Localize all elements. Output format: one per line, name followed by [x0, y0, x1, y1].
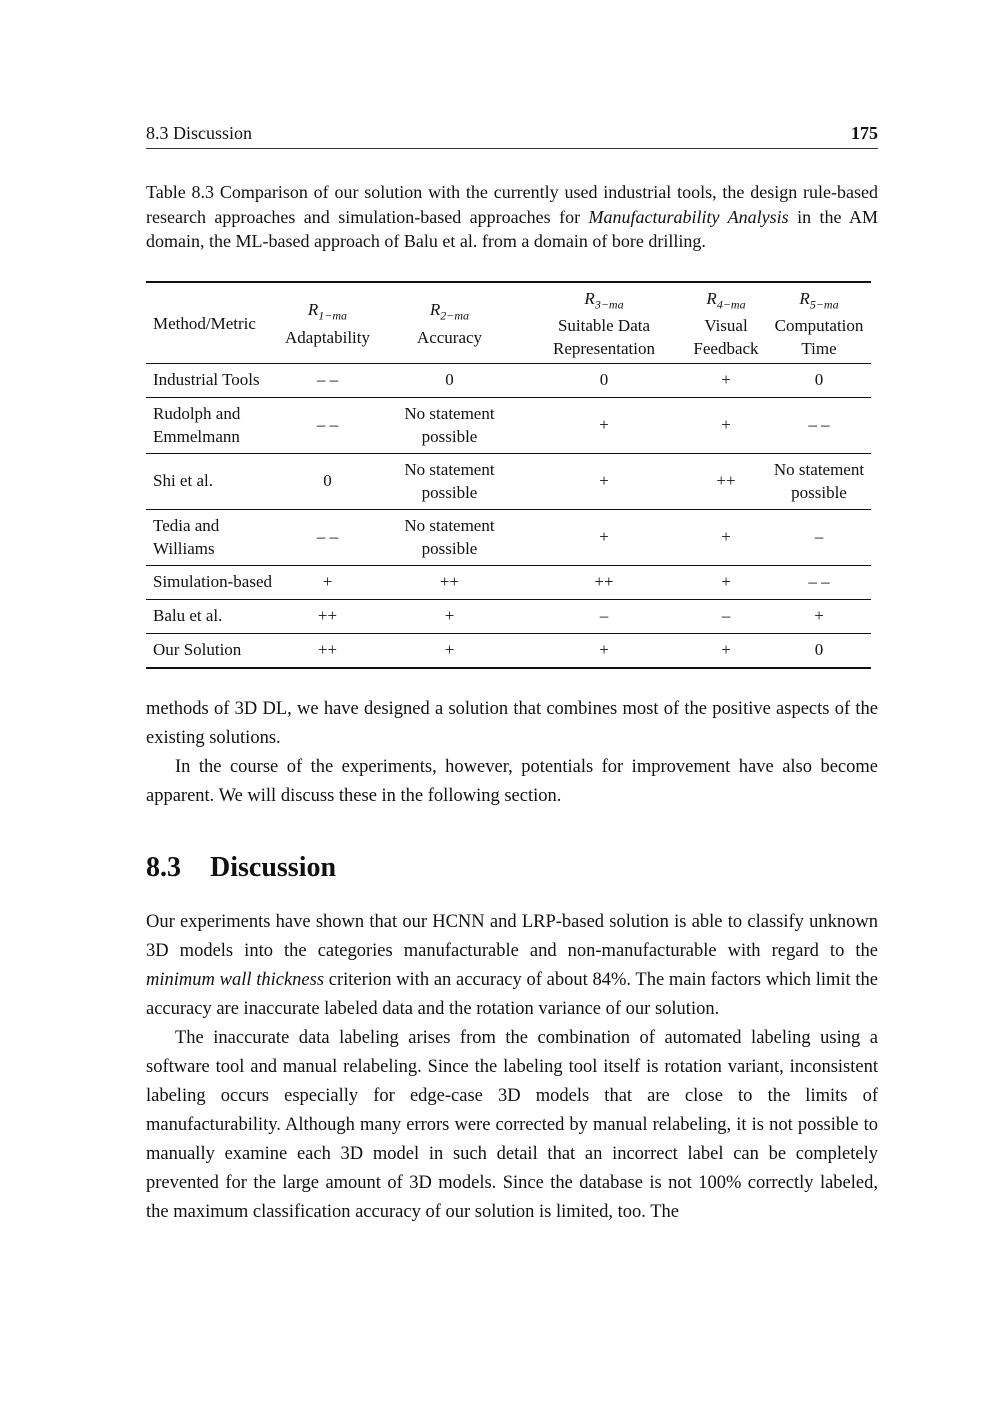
row-method: Balu et al. [153, 606, 223, 626]
cell: 0 [323, 471, 332, 491]
metric-symbol: $R_{4-ma}$ [706, 288, 746, 311]
row-method: Rudolph and Emmelmann [153, 404, 241, 446]
row-method: Industrial Tools [153, 370, 260, 390]
metric-name: Visual Feedback [693, 316, 759, 358]
header-metric-3 [523, 282, 685, 364]
cell: ++ [439, 572, 460, 592]
caption-italic: Manufacturability Analysis [588, 206, 789, 227]
paragraph: Our experiments have shown that our HCNN and LRP-based solution is able to classify unknown 3D models into the categories manufacturable and non-manufacturable with regard to the minimum wall thickness criterion with an accuracy of about 84%. The main factors which limit the accuracy are inaccurate labeled data and the rotation variance of our solution. [146, 912, 878, 1019]
cell: ++ [594, 572, 614, 592]
row-method: Simulation-based [153, 572, 272, 592]
cell: 0 [814, 640, 824, 660]
body-text-top [146, 695, 878, 811]
metric-name: Suitable Data Representation [553, 316, 655, 358]
running-header [146, 122, 878, 149]
paragraph: methods of 3D DL, we have designed a solution that combines most of the positive aspects of the existing solutions. [146, 699, 878, 748]
table-row [146, 600, 871, 634]
table-caption [146, 180, 878, 254]
cell: ++ [716, 471, 736, 491]
cell: No statement possible [773, 460, 865, 502]
table-row [146, 364, 871, 398]
cell: 0 [814, 370, 824, 390]
body-text-bottom [146, 908, 878, 1227]
cell: + [721, 370, 731, 390]
cell: No statement possible [404, 460, 495, 502]
metric-name: Accuracy [416, 327, 483, 347]
table-row [146, 454, 871, 510]
table-row [146, 634, 871, 669]
paragraph: In the course of the experiments, however, potentials for improvement have also become apparent. We will discuss these in the following section. [146, 757, 878, 806]
cell: + [814, 606, 824, 626]
cell: – – [316, 370, 339, 390]
cell: – [599, 606, 609, 626]
cell: + [444, 606, 455, 626]
cell: ++ [317, 640, 338, 660]
row-method: Our Solution [153, 640, 242, 660]
cell: 0 [445, 370, 454, 390]
section-title: Discussion [210, 852, 337, 883]
cell: + [322, 572, 333, 592]
cell: + [444, 640, 455, 660]
page-number: 175 [851, 123, 878, 143]
italic-term: minimum wall thickness [146, 970, 325, 990]
cell: + [599, 415, 609, 435]
row-method: Shi et al. [153, 471, 213, 491]
cell: + [599, 640, 609, 660]
cell: No statement possible [404, 404, 495, 446]
cell: – – [808, 415, 830, 435]
header-corner: Method/Metric [153, 313, 256, 333]
metric-symbol: $R_{1-ma}$ [307, 299, 348, 323]
row-method: Tedia and Williams [153, 516, 220, 558]
cell: + [599, 471, 609, 491]
header-metric-5 [767, 282, 871, 364]
metric-symbol: $R_{2-ma}$ [429, 299, 470, 323]
metric-name: Computation Time [774, 316, 864, 358]
caption-text-end: in the AM domain, the ML-based approach of Balu et al. from a domain of bore drilling. [146, 206, 878, 251]
table-row [146, 398, 871, 454]
header-metric-2 [376, 282, 523, 364]
header-metric-1 [279, 282, 376, 364]
cell: + [721, 527, 731, 547]
section-heading [146, 850, 336, 886]
paragraph: The inaccurate data labeling arises from the combination of automated labeling using a software tool and manual relabeling. Since the labeling tool itself is rotation variant, inconsistent labeling occurs especially for edge-case 3D models that are close to the limits of manufacturability. Although many errors were corrected by manual relabeling, it is not possible to manually examine each 3D model in such detail that an incorrect label can be completely prevented for the large amount of 3D models. Since the database is not 100% correctly labeled, the maximum classification accuracy of our solution is limited, too. The [146, 1028, 878, 1222]
cell: + [599, 527, 609, 547]
metric-name: Adaptability [285, 327, 370, 347]
cell: ++ [317, 606, 338, 626]
cell: – – [808, 572, 830, 592]
comparison-table [146, 281, 871, 669]
cell: – – [316, 415, 339, 435]
cell: – – [316, 527, 339, 547]
metric-symbol: $R_{3-ma}$ [584, 288, 624, 311]
caption-text: Table 8.3 Comparison of our solution with the currently used industrial tools, the design rule-based research approaches and simulation-based approaches for [146, 182, 878, 227]
table-row [146, 566, 871, 600]
section-number: 8.3 [146, 852, 181, 883]
table-row [146, 510, 871, 566]
cell: 0 [599, 370, 609, 390]
cell: – [814, 527, 824, 547]
metric-symbol: $R_{5-ma}$ [799, 288, 839, 311]
cell: + [721, 572, 731, 592]
table-header-row [146, 282, 871, 364]
cell: + [721, 640, 731, 660]
cell: + [721, 415, 731, 435]
cell: No statement possible [404, 516, 495, 558]
header-section-title: 8.3 Discussion [146, 123, 253, 143]
header-metric-4 [685, 282, 767, 364]
cell: – [721, 606, 731, 626]
